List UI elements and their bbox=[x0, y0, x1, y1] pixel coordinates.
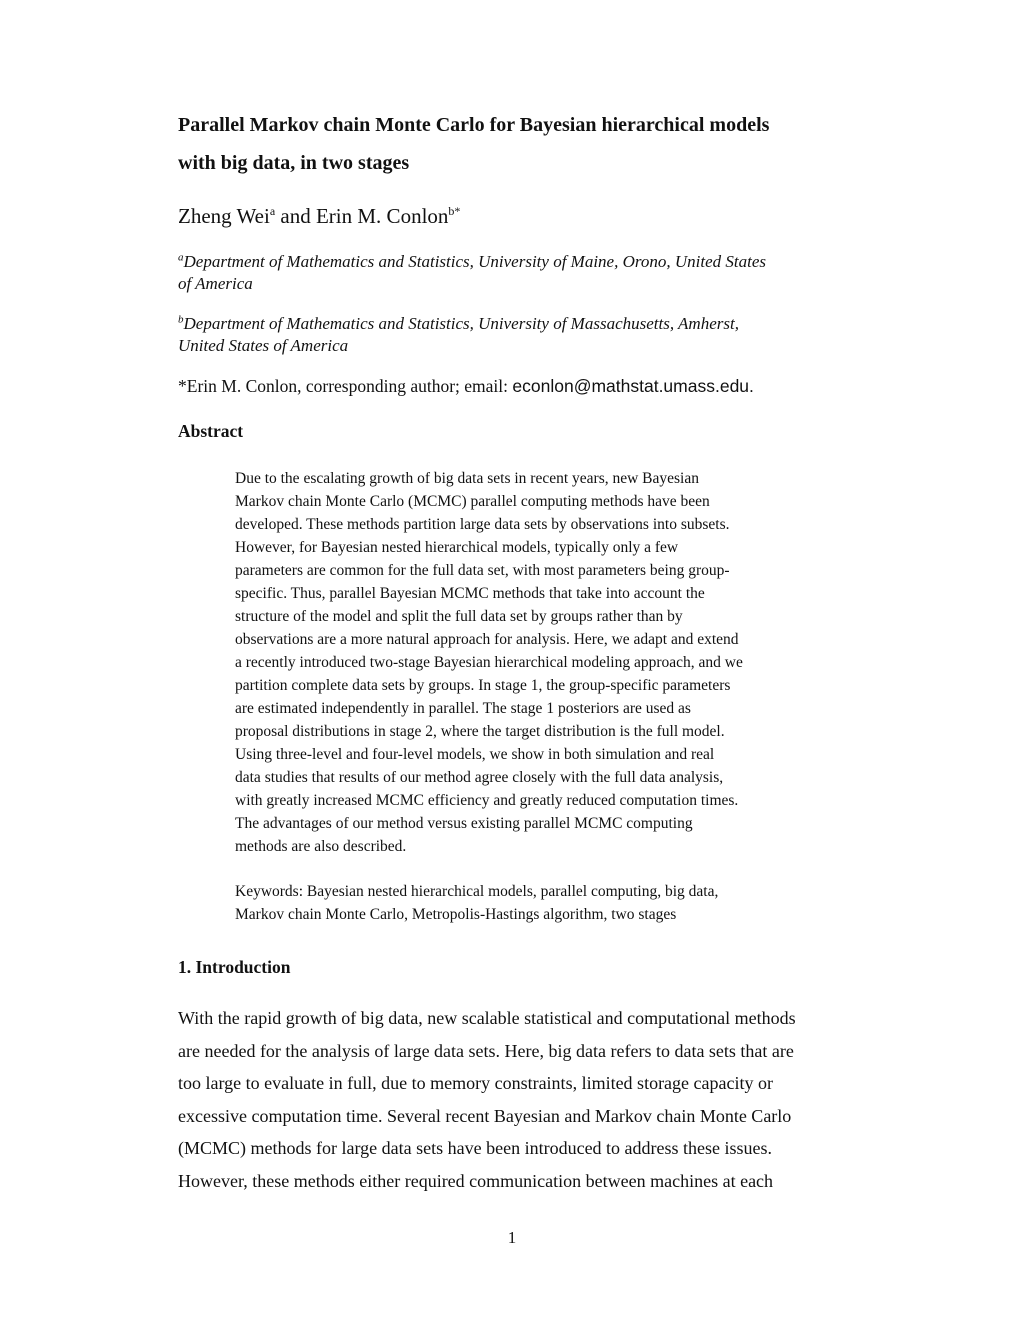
intro-line: With the rapid growth of big data, new scalable statistical and computational methods bbox=[178, 1008, 796, 1028]
abstract-line: with greatly increased MCMC efficiency and greatly reduced computation times. bbox=[235, 792, 739, 809]
keywords-line: Markov chain Monte Carlo, Metropolis-Hastings algorithm, two stages bbox=[235, 906, 677, 923]
abstract-line: are estimated independently in parallel. The stage 1 posteriors are used as bbox=[235, 700, 691, 717]
author-2-affil-mark: b* bbox=[448, 204, 461, 218]
abstract-line: data studies that results of our method agree closely with the full data analysis, bbox=[235, 769, 724, 786]
abstract-line: proposal distributions in stage 2, where the target distribution is the full model. bbox=[235, 723, 725, 740]
author-2-name: Erin M. Conlon bbox=[315, 204, 449, 228]
abstract-line: observations are a more natural approach for analysis. Here, we adapt and extend bbox=[235, 631, 739, 648]
abstract-line: methods are also described. bbox=[235, 838, 407, 855]
author-1-name: Zheng Wei bbox=[178, 204, 270, 228]
authors bbox=[178, 204, 460, 229]
affiliation-a-line-1: Department of Mathematics and Statistics, University of Maine, Orono, United States bbox=[183, 252, 766, 271]
corresponding-author-text: *Erin M. Conlon, corresponding author; email: bbox=[178, 376, 513, 396]
abstract-line: Markov chain Monte Carlo (MCMC) parallel computing methods have been bbox=[235, 493, 710, 510]
affiliation-a bbox=[178, 251, 848, 295]
intro-line: excessive computation time. Several recent Bayesian and Markov chain Monte Carlo bbox=[178, 1106, 792, 1126]
paper-title-line-1: Parallel Markov chain Monte Carlo for Bayesian hierarchical models bbox=[178, 114, 770, 136]
keywords-line: Keywords: Bayesian nested hierarchical models, parallel computing, big data, bbox=[235, 883, 719, 900]
author-connector: and bbox=[275, 204, 316, 228]
abstract-line: partition complete data sets by groups. In stage 1, the group-specific parameters bbox=[235, 677, 731, 694]
abstract-line: specific. Thus, parallel Bayesian MCMC methods that take into account the bbox=[235, 585, 705, 602]
corresponding-email: econlon@mathstat.umass.edu. bbox=[512, 376, 754, 396]
abstract-line: parameters are common for the full data set, with most parameters being group- bbox=[235, 562, 730, 579]
intro-line: However, these methods either required communication between machines at each bbox=[178, 1171, 774, 1191]
section-heading-introduction: 1. Introduction bbox=[178, 957, 291, 977]
abstract-line: However, for Bayesian nested hierarchical models, typically only a few bbox=[235, 539, 679, 556]
affiliation-b bbox=[178, 313, 848, 357]
abstract-line: The advantages of our method versus existing parallel MCMC computing bbox=[235, 815, 693, 832]
affiliation-b-mark: b bbox=[178, 313, 184, 326]
author-1-affil-mark: a bbox=[269, 204, 276, 218]
abstract-line: Due to the escalating growth of big data sets in recent years, new Bayesian bbox=[235, 470, 699, 487]
affiliation-a-mark: a bbox=[178, 251, 184, 264]
affiliation-b-line-1: Department of Mathematics and Statistics, University of Massachusetts, Amherst, bbox=[183, 314, 739, 333]
affiliation-b-line-2: United States of America bbox=[178, 336, 349, 355]
abstract-heading: Abstract bbox=[178, 421, 244, 441]
intro-line: (MCMC) methods for large data sets have been introduced to address these issues. bbox=[178, 1138, 773, 1158]
intro-line: are needed for the analysis of large data sets. Here, big data refers to data sets that are bbox=[178, 1041, 794, 1061]
corresponding-author bbox=[178, 376, 754, 397]
page-number: 1 bbox=[507, 1228, 517, 1247]
abstract-line: Using three-level and four-level models, we show in both simulation and real bbox=[235, 746, 715, 763]
abstract-line: structure of the model and split the full data set by groups rather than by bbox=[235, 608, 683, 625]
abstract-line: a recently introduced two-stage Bayesian hierarchical modeling approach, and we bbox=[235, 654, 743, 671]
affiliation-a-line-2: of America bbox=[178, 274, 253, 293]
paper-title-line-2: with big data, in two stages bbox=[178, 152, 410, 174]
abstract-line: developed. These methods partition large data sets by observations into subsets. bbox=[235, 516, 730, 533]
intro-line: too large to evaluate in full, due to memory constraints, limited storage capacity or bbox=[178, 1073, 773, 1093]
